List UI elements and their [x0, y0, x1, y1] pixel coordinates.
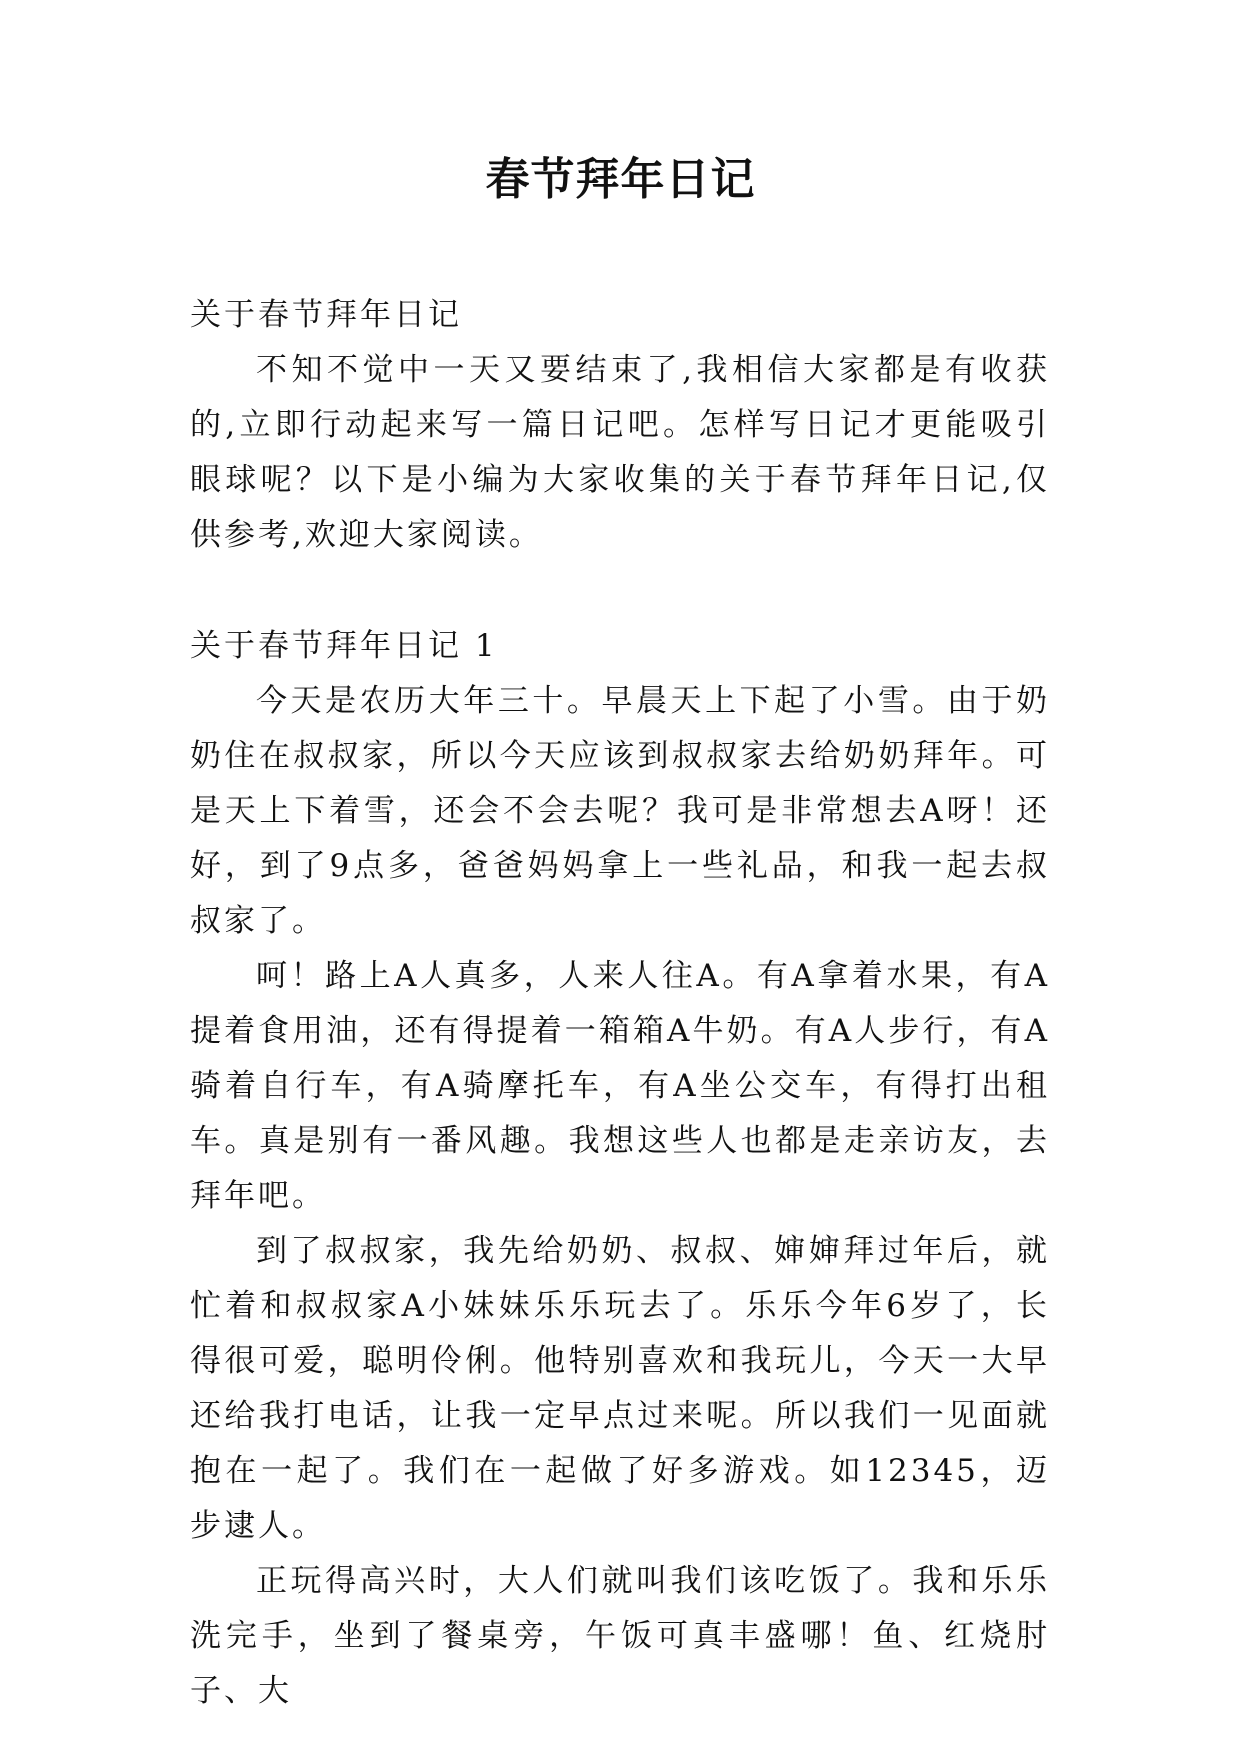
- body-paragraph: 呵！路上A人真多，人来人往A。有A拿着水果，有A提着食用油，还有得提着一箱箱A牛奶。有A人步行，有A骑着自行车，有A骑摩托车，有A坐公交车，有得打出租车。真是别有一番风趣。我想这些人也都是走亲访友，去拜年吧。: [190, 958, 1050, 1214]
- body-paragraph: 正玩得高兴时，大人们就叫我们该吃饭了。我和乐乐洗完手，坐到了餐桌旁，午饭可真丰盛哪！鱼、红烧肘子、大: [190, 1563, 1050, 1709]
- body-paragraph: 到了叔叔家，我先给奶奶、叔叔、婶婶拜过年后，就忙着和叔叔家A小妹妹乐乐玩去了。乐乐今年6岁了，长得很可爱，聪明伶俐。他特别喜欢和我玩儿，今天一大早还给我打电话，让我一定早点过来呢。所以我们一见面就抱在一起了。我们在一起做了好多游戏。如12345，迈步逮人。: [190, 1233, 1050, 1544]
- document-body: [190, 288, 1050, 1719]
- document-title: 春节拜年日记: [485, 154, 756, 205]
- intro-paragraph: 不知不觉中一天又要结束了,我相信大家都是有收获的,立即行动起来写一篇日记吧。怎样写日记才更能吸引眼球呢？以下是小编为大家收集的关于春节拜年日记,仅供参考,欢迎大家阅读。: [190, 352, 1050, 553]
- intro-heading: 关于春节拜年日记: [190, 297, 462, 333]
- body-paragraph: 今天是农历大年三十。早晨天上下起了小雪。由于奶奶住在叔叔家，所以今天应该到叔叔家去给奶奶拜年。可是天上下着雪，还会不会去呢？我可是非常想去A呀！还好，到了9点多，爸爸妈妈拿上一些礼品，和我一起去叔叔家了。: [190, 683, 1050, 939]
- section-heading: 关于春节拜年日记 1: [190, 628, 498, 664]
- section-spacer: [190, 563, 1050, 619]
